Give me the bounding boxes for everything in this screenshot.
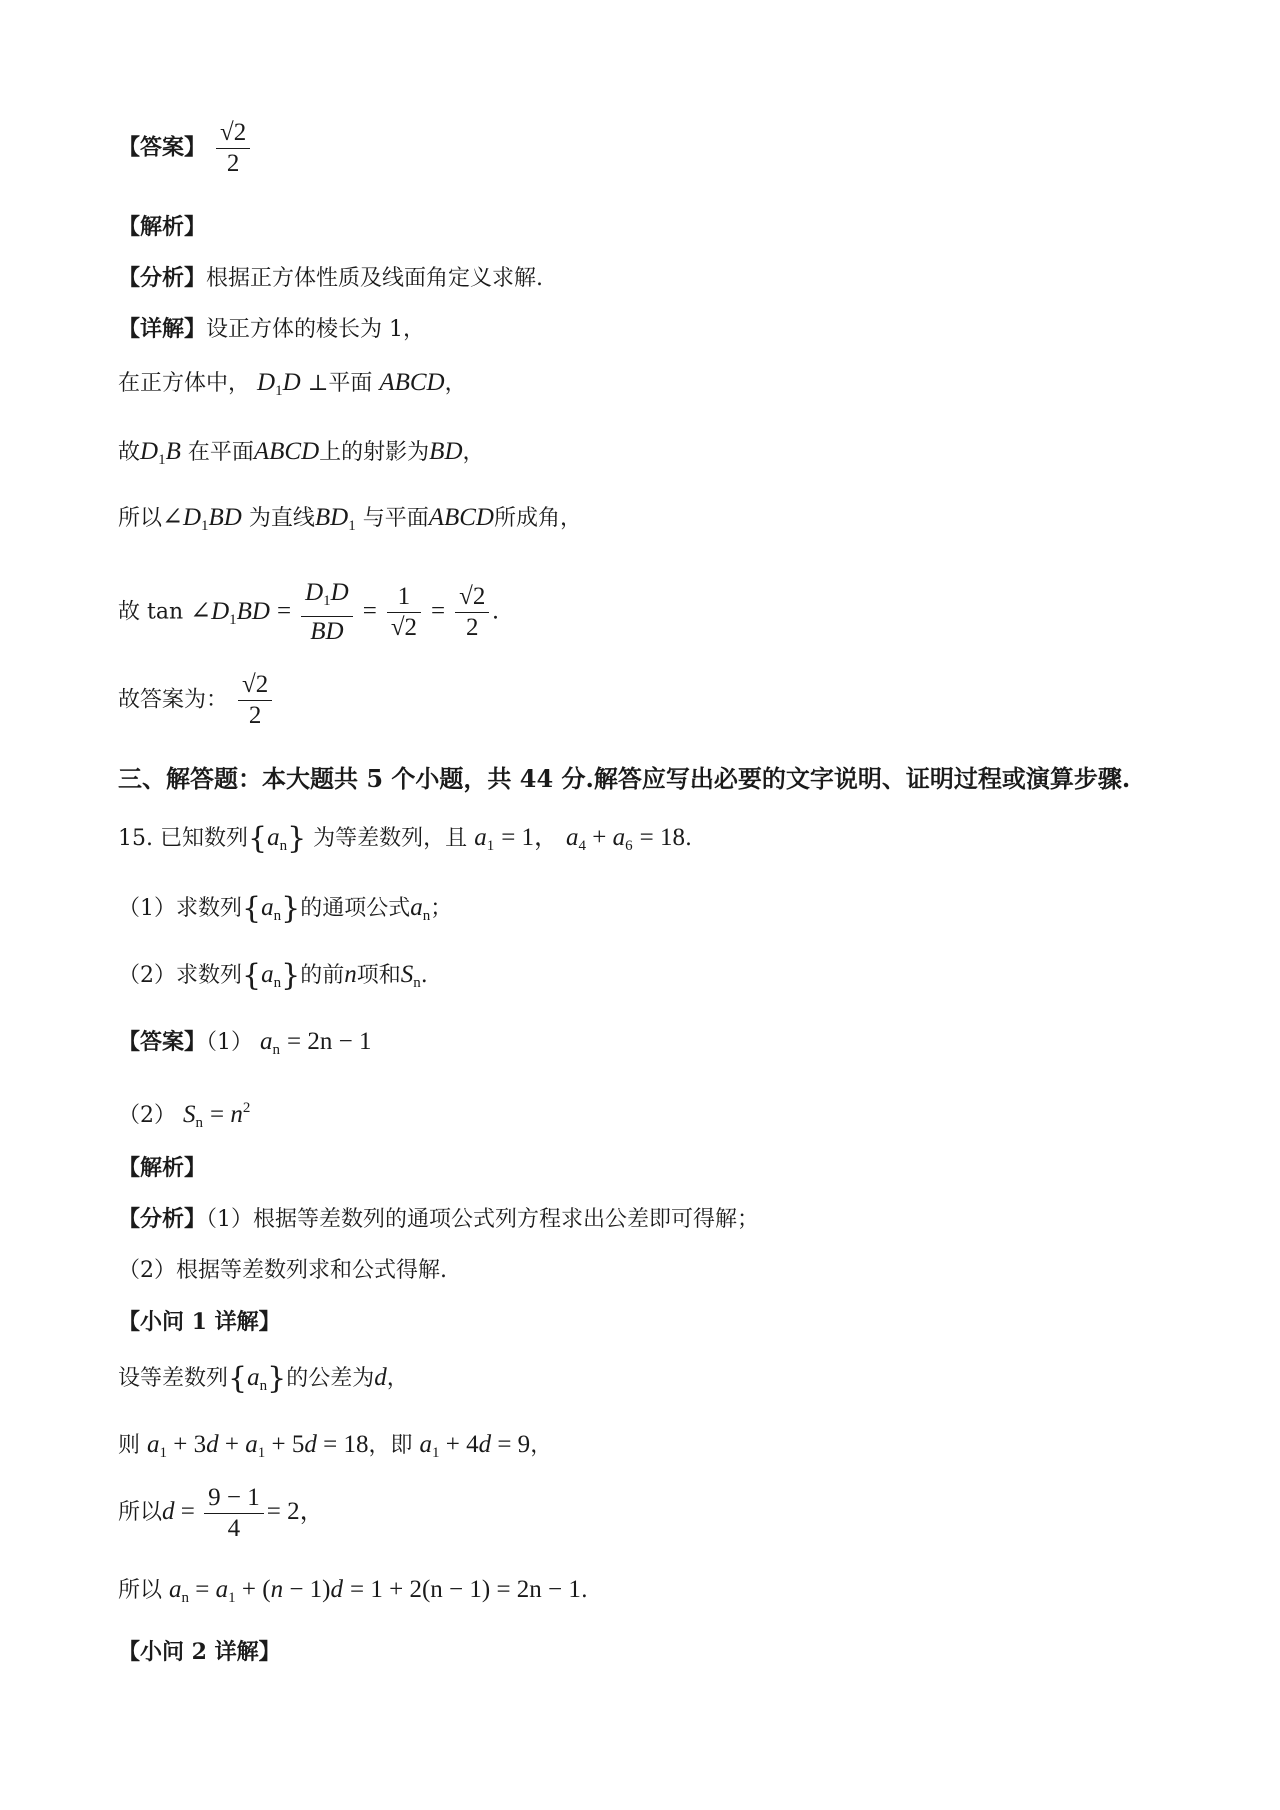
p15-sol-3: 所以d = $\frac{9 - 1}{4}$ = 2，	[118, 1483, 325, 1542]
p15-sol-1: 设等差数列$\{a_n\}$的公差为d，	[118, 1361, 409, 1396]
p15-answer-2: （2） $S_n = n^2$	[118, 1100, 251, 1131]
fraction-sqrt2-2: $\frac{√2}{2}$	[455, 582, 489, 643]
p14-step-3: 所以$\angle D_1BD$ 为直线$BD_1$ 与平面ABCD所成角，	[118, 504, 583, 534]
p14-step-1: 在正方体中， $D_1D$ ⊥平面 ABCD，	[118, 369, 467, 399]
answer-fraction: $\frac{√2}{2}$	[216, 118, 250, 179]
q1-detail-tag: 【小问 1 详解】	[118, 1309, 281, 1335]
p15-analysis-tag: 【解析】	[118, 1155, 207, 1181]
fraction-d: $\frac{9 - 1}{4}$	[204, 1483, 264, 1544]
p15-question: 15. 已知数列$\{a_n\}$ 为等差数列，且 $a_1 = 1$， $a_4 + a_6 = 18$.	[118, 821, 693, 856]
p14-step-2: 故$D_1B$ 在平面ABCD上的射影为BD，	[118, 438, 485, 468]
p15-sol-2: 则 $a_1 + 3d + a_1 + 5d = 18$，即 $a_1 + 4d = 9$，	[118, 1431, 553, 1461]
p15-fenxi-2: （2）根据等差数列求和公式得解.	[118, 1258, 447, 1283]
final-answer-fraction: $\frac{√2}{2}$	[238, 670, 272, 731]
fraction-d1d-bd: $\frac{D_1D}{BD}$	[301, 578, 353, 647]
p14-final-answer: 故答案为： $\frac{√2}{2}$	[118, 670, 275, 731]
p15-q2: （2）求数列$\{a_n\}$的前n项和$S_n$.	[118, 958, 428, 993]
q2-detail-tag: 【小问 2 详解】	[118, 1639, 281, 1665]
p15-sol-4: 所以 $a_n = a_1 + (n - 1)d = 1 + 2(n - 1) = 2n - 1$.	[118, 1576, 588, 1606]
p14-answer-line	[118, 118, 253, 179]
p14-fenxi-line: 【分析】根据正方体性质及线面角定义求解.	[118, 265, 544, 291]
p15-fenxi-1: 【分析】（1）根据等差数列的通项公式列方程求出公差即可得解；	[118, 1206, 760, 1232]
p14-step-4: 故 $\tan \angle D_1BD$ = $\frac{D_1D}{BD}$ = $\frac{1}{√2}$ = $\frac{√2}{2}$ .	[118, 579, 499, 645]
section-3-title: 三、解答题：本大题共 5 个小题，共 44 分.解答应写出必要的文字说明、证明过程或演算步骤.	[118, 764, 1131, 793]
answer-tag: 【答案】	[118, 134, 207, 161]
p15-q1: （1）求数列$\{a_n\}$的通项公式$a_n$；	[118, 891, 453, 926]
fraction-1-sqrt2: $\frac{1}{√2}$	[387, 582, 421, 643]
p15-answer-1: 【答案】（1） $a_n = 2n - 1$	[118, 1028, 372, 1058]
p14-detail-line: 【详解】设正方体的棱长为 1，	[118, 316, 426, 342]
analysis-tag: 【解析】	[118, 214, 207, 240]
